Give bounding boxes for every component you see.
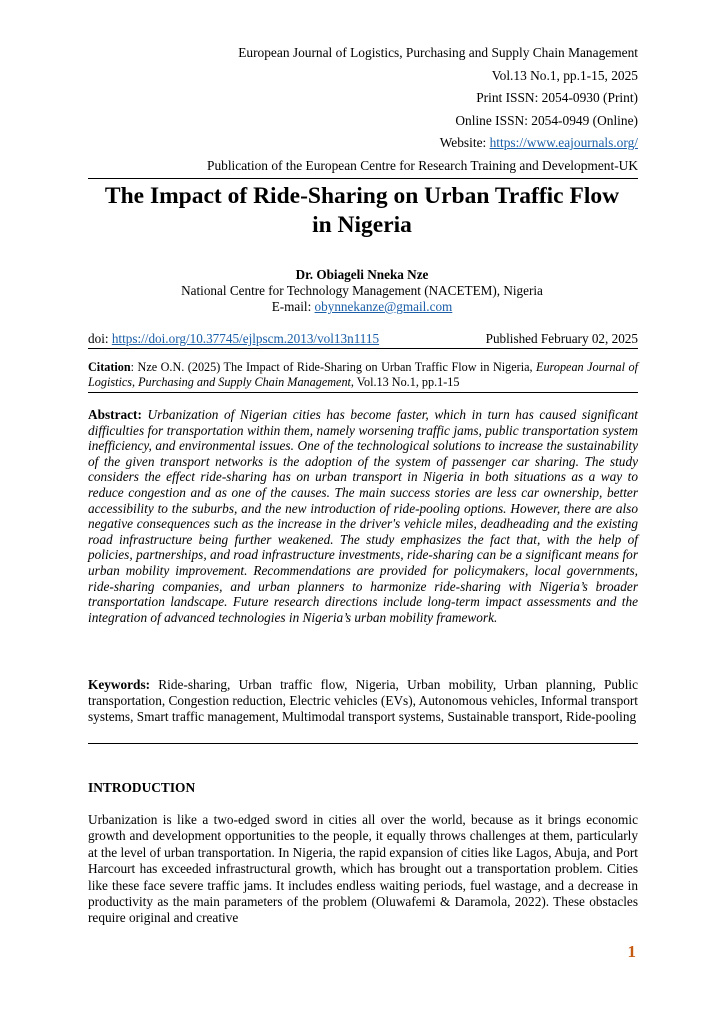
published-date: Published February 02, 2025	[485, 331, 638, 346]
doi-line	[88, 331, 638, 347]
publisher-line: Publication of the European Centre for Research Training and Development-UK	[207, 157, 638, 173]
abstract-label: Abstract:	[88, 407, 142, 422]
title-line-1: The Impact of Ride-Sharing on Urban Traffic Flow	[104, 183, 620, 209]
website-line	[207, 132, 638, 155]
author-affiliation: National Centre for Technology Management (NACETEM), Nigeria	[181, 283, 543, 298]
doi-label: doi:	[88, 331, 112, 346]
citation-label: Citation	[88, 360, 131, 374]
volume-info: Vol.13 No.1, pp.1-15, 2025	[491, 67, 638, 83]
citation-divider	[88, 392, 638, 393]
paper-title	[60, 182, 664, 240]
print-issn: Print ISSN: 2054-0930 (Print)	[476, 90, 638, 106]
doi-divider	[88, 348, 638, 349]
abstract	[88, 407, 638, 625]
keywords	[88, 677, 638, 726]
journal-header	[207, 42, 638, 178]
title-line-2: in Nigeria	[312, 212, 412, 238]
author-name: Dr. Obiageli Nneka Nze	[295, 267, 429, 282]
journal-name: European Journal of Logistics, Purchasing and Supply Chain Management	[238, 45, 638, 60]
doi-link[interactable]: https://doi.org/10.37745/ejlpscm.2013/vol13n1115	[111, 331, 380, 346]
introduction-paragraph: Urbanization is like a two-edged sword in cities all over the world, because as it brings economic growth and development opportunities to the people, it equally throws challenges at them, particularly at the level of urban transportation. In Nigeria, the rapid expansion of cities like Lagos, Abuja, and Port Harcourt has exceeded infrastructural growth, which has brought out a transportation problem. Cities like these face severe traffic jams. It includes endless waiting periods, fuel wastage, and a decrease in productivity as the main parameters of the problem (Oluwafemi & Daramola, 2022). These obstacles require original and creative	[88, 812, 638, 926]
author-email-line	[60, 299, 664, 315]
citation-text-2: , Vol.13 No.1, pp.1-15	[350, 375, 460, 389]
website-link[interactable]: https://www.eajournals.org/	[489, 135, 638, 151]
website-label: Website:	[439, 135, 490, 151]
page-number: 1	[627, 942, 636, 961]
author-block	[60, 267, 664, 315]
introduction-heading: INTRODUCTION	[88, 780, 196, 795]
citation-journal: European Journal of Logistics, Purchasing and Supply Chain Management	[88, 360, 638, 389]
citation	[88, 360, 638, 390]
keywords-divider	[88, 743, 638, 744]
email-label: E-mail:	[271, 299, 315, 314]
citation-text-1: : Nze O.N. (2025) The Impact of Ride-Sharing on Urban Traffic Flow in Nigeria,	[130, 360, 537, 374]
keywords-label: Keywords:	[88, 677, 151, 692]
keywords-text: Ride-sharing, Urban traffic flow, Nigeria, Urban mobility, Urban planning, Public transportation, Congestion reduction, Electric vehicles (EVs), Autonomous vehicles, Informal transport systems, Smart traffic management, Multimodal transport systems, Sustainable transport, Ride-pooling	[88, 677, 638, 725]
online-issn: Online ISSN: 2054-0949 (Online)	[455, 112, 638, 128]
abstract-text: Urbanization of Nigerian cities has become faster, which in turn has caused significant difficulties for transportation within them, namely worsening traffic jams, public transportation system inefficiency, and environmental issues. One of the technological solutions to increase the sustainability of the given transport networks is the adoption of the system of passenger car sharing. The study considers the effect ride-sharing has on urban transport in Nigeria in both situations as a way to reduce congestion and as one of the causes. The main success stories are less car ownership, better accessibility to the suburbs, and the new introduction of ride-pooling options. However, there are also negative consequences such as the increase in the driver's vehicle miles, deadheading and the existing road infrastructure being further weakened. The study emphasizes the fact that, with the help of policies, partnerships, and road infrastructure investments, ride-sharing can be a significant means for urban mobility improvement. Recommendations are provided for policymakers, local governments, ride-sharing companies, and urban planners to harmonize ride-sharing with Nigeria’s broader transportation landscape. Future research directions include long-term impact assessments and the integration of advanced technologies in Nigeria’s urban mobility framework.	[88, 407, 638, 625]
email-link[interactable]: obynnekanze@gmail.com	[314, 299, 453, 314]
header-divider	[88, 178, 638, 179]
